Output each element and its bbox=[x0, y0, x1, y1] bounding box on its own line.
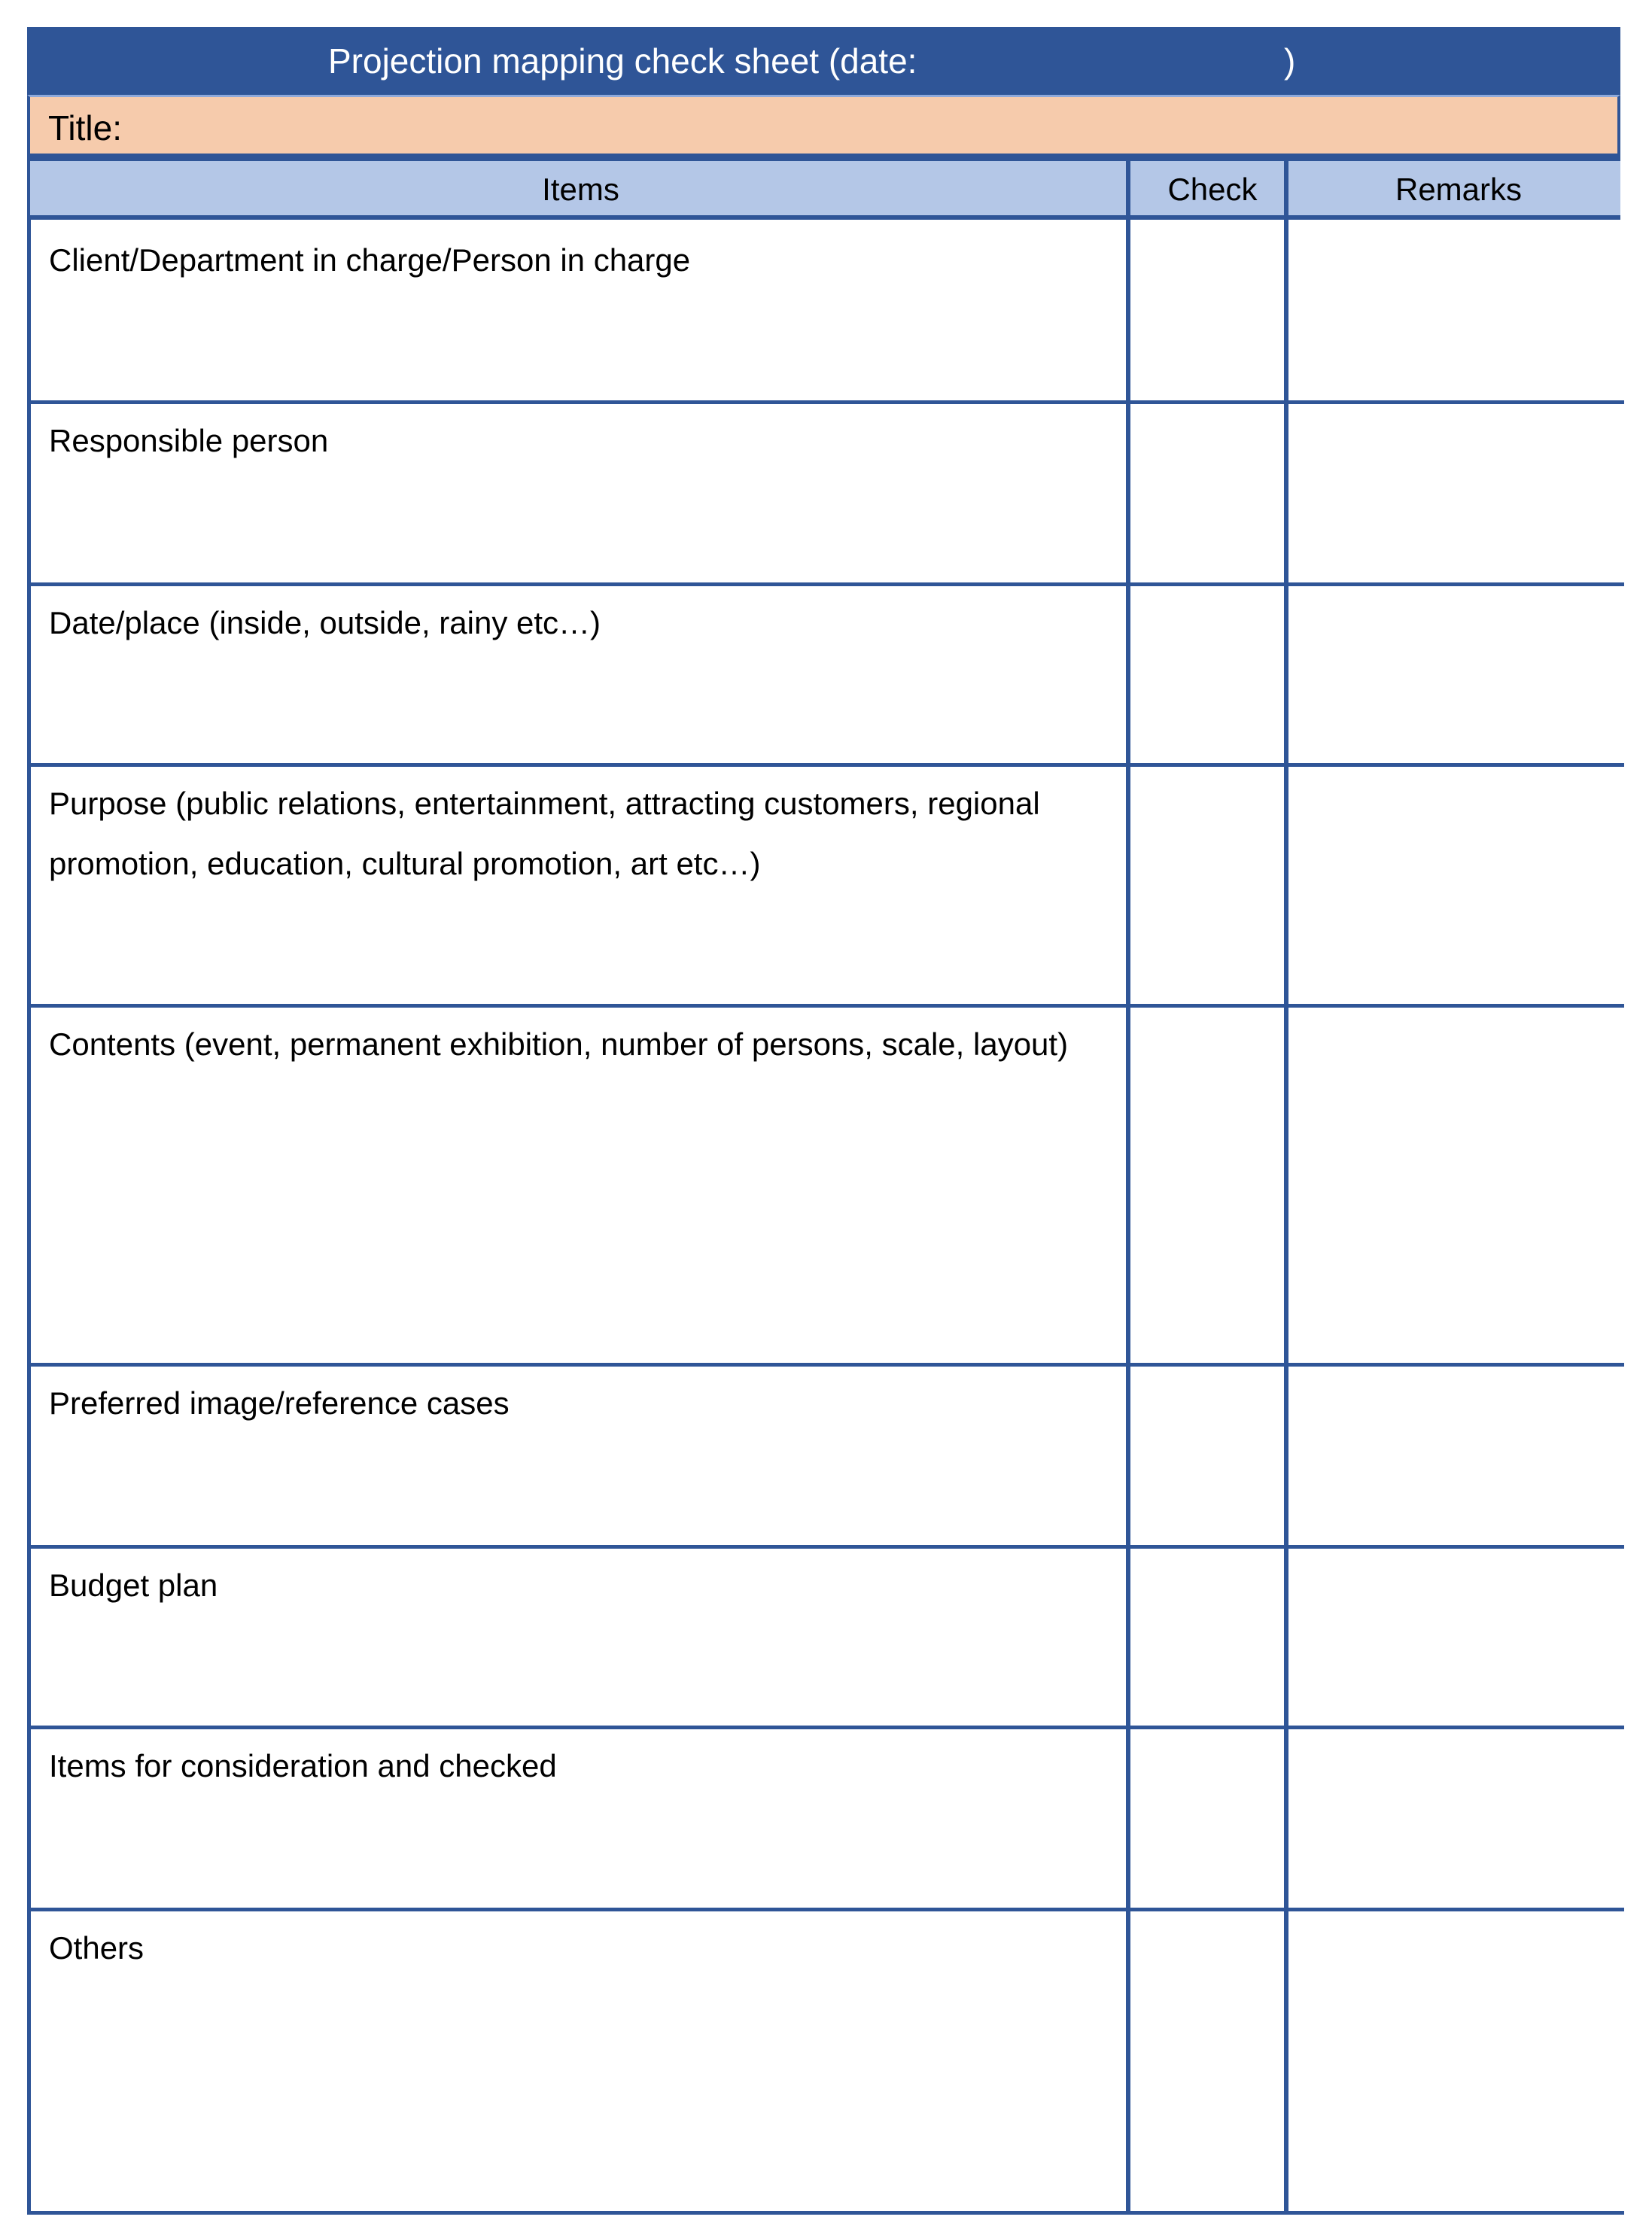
row-item-label: Others bbox=[49, 1930, 145, 1966]
check-cell[interactable] bbox=[1136, 220, 1290, 400]
row-item-label: Budget plan bbox=[49, 1568, 218, 1603]
check-cell[interactable] bbox=[1136, 582, 1290, 763]
remarks-cell[interactable] bbox=[1295, 220, 1624, 400]
table-row bbox=[27, 1545, 1624, 1729]
remarks-cell[interactable] bbox=[1295, 582, 1624, 763]
check-cell[interactable] bbox=[1136, 1004, 1290, 1363]
check-cell[interactable] bbox=[1136, 1363, 1290, 1545]
remarks-cell[interactable] bbox=[1295, 1545, 1624, 1726]
check-cell[interactable] bbox=[1136, 1726, 1290, 1908]
check-cell[interactable] bbox=[1136, 1545, 1290, 1726]
column-divider bbox=[1126, 157, 1130, 2211]
check-cell[interactable] bbox=[1136, 763, 1290, 1004]
title-field[interactable] bbox=[27, 95, 1620, 157]
column-header-items: Items bbox=[542, 172, 619, 207]
row-item-label: Contents (event, permanent exhibition, number of persons, scale, layout) bbox=[49, 1026, 1069, 1062]
sheet-title: Projection mapping check sheet (date: bbox=[328, 41, 917, 81]
table-row bbox=[27, 1363, 1624, 1549]
remarks-cell[interactable] bbox=[1295, 1004, 1624, 1363]
row-item-label: Date/place (inside, outside, rainy etc…) bbox=[49, 605, 601, 640]
table-row bbox=[27, 220, 1624, 404]
remarks-cell[interactable] bbox=[1295, 1363, 1624, 1545]
table-row bbox=[27, 1726, 1624, 1911]
check-cell[interactable] bbox=[1136, 1908, 1290, 2211]
column-divider bbox=[1284, 157, 1288, 2211]
table-row bbox=[27, 1908, 1624, 2215]
remarks-cell[interactable] bbox=[1295, 1726, 1624, 1908]
column-header-row bbox=[27, 157, 1620, 220]
column-header-check: Check bbox=[1167, 172, 1258, 207]
row-item-label: Preferred image/reference cases bbox=[49, 1385, 510, 1421]
date-close-paren: ) bbox=[1284, 41, 1296, 81]
row-item-label: Items for consideration and checked bbox=[49, 1748, 557, 1783]
row-item-label: Purpose (public relations, entertainment, attracting customers, regional promotion, education, cultural promotion, art etc…) bbox=[49, 786, 1040, 881]
row-item-label: Responsible person bbox=[49, 423, 329, 458]
sheet-header bbox=[27, 27, 1620, 95]
title-label: Title: bbox=[48, 108, 122, 147]
table-row bbox=[27, 763, 1624, 1008]
remarks-cell[interactable] bbox=[1295, 400, 1624, 582]
remarks-cell[interactable] bbox=[1295, 763, 1624, 1004]
remarks-cell[interactable] bbox=[1295, 1908, 1624, 2211]
table-row bbox=[27, 1004, 1624, 1367]
row-item-label: Client/Department in charge/Person in charge bbox=[49, 242, 691, 278]
table-row bbox=[27, 400, 1624, 586]
column-header-remarks: Remarks bbox=[1395, 172, 1523, 207]
table-row bbox=[27, 582, 1624, 767]
check-cell[interactable] bbox=[1136, 400, 1290, 582]
